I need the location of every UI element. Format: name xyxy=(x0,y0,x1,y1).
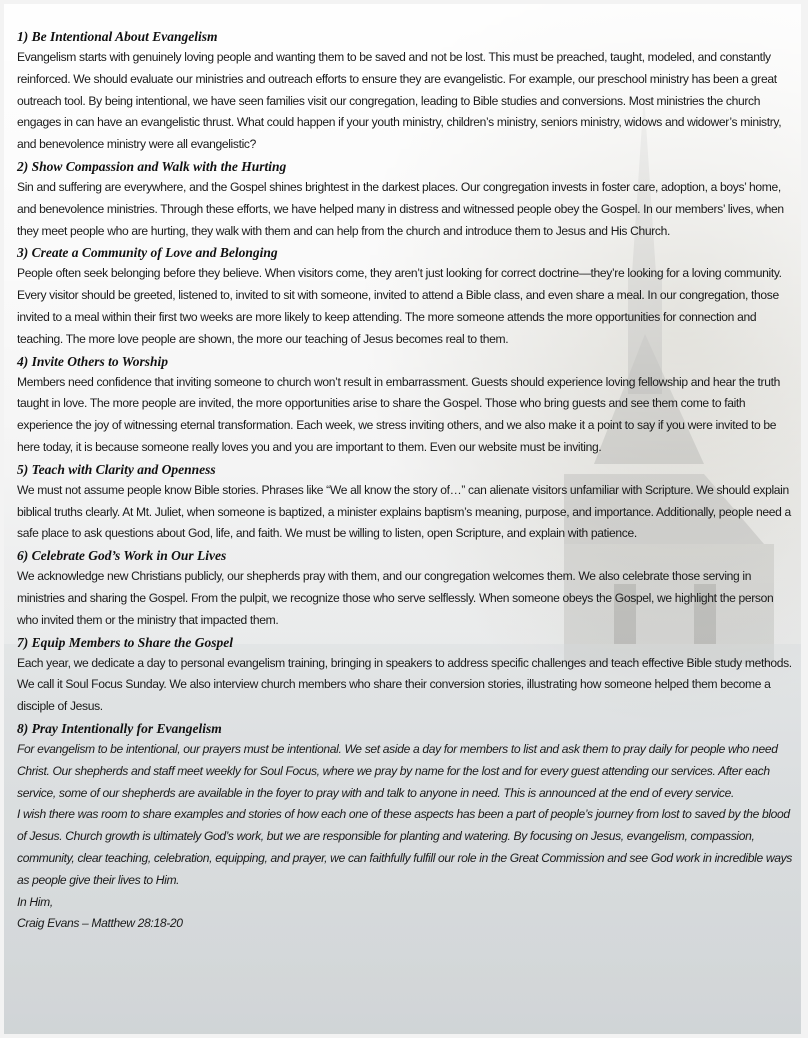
section-7 xyxy=(17,632,795,718)
signature: Craig Evans – Matthew 28:18-20 xyxy=(17,916,183,931)
section-body: We must not assume people know Bible stories. Phrases like “We all know the story of…” can alienate visitors unfamiliar with Scripture. We should explain biblical truths clearly. At Mt. Juliet, when someone is baptized, a minister explains baptism’s meaning, purpose, and importance. Additionally, people need a safe place to ask questions about God, life, and faith. We must be willing to listen, open Scripture, and explain with patience. xyxy=(17,482,791,541)
section-body: We acknowledge new Christians publicly, our shepherds pray with them, and our congregation welcomes them. We also celebrate those serving in ministries and sharing the Gospel. From the pulpit, we recognize those who serve selflessly. When someone obeys the Gospel, we highlight the person who invited them or the ministry that impacted them. xyxy=(17,569,774,627)
section-heading: 7) Equip Members to Share the Gospel xyxy=(17,634,234,650)
section-body: Sin and suffering are everywhere, and the Gospel shines brightest in the darkest places. Our congregation invests in foster care, adoption, a boys’ home, and benevolence ministries. Through these efforts, we have helped many in distress and witnessed people obey the Gospel. In our members’ lives, when they meet people who are hurting, they walk with them and can help from the church and introduce them to Jesus and His Church. xyxy=(17,179,784,238)
article-content xyxy=(17,26,795,935)
section-5 xyxy=(17,459,795,545)
section-body: Members need confidence that inviting someone to church won’t result in embarrassment. Guests should experience loving fellowship and hear the truth taught in love. The more people are invited, the more opportunities arise to share the Gospel. Those who bring guests and see them come to faith experience the joy of witnessing eternal transformation. Each week, we stress inviting others, and we also make it a point to say if you were invited to be here today, it is because someone really loves you and you are important to them. Even our website must be inviting. xyxy=(17,374,780,454)
section-4 xyxy=(17,351,795,459)
article-page xyxy=(4,4,801,1034)
section-1 xyxy=(17,26,795,156)
section-2 xyxy=(17,156,795,242)
section-body: Each year, we dedicate a day to personal evangelism training, bringing in speakers to address specific challenges and teach effective Bible study methods. We call it Soul Focus Sunday. We also interview church members who share their conversion stories, illustrating how someone helped them become a disciple of Jesus. xyxy=(17,655,792,714)
section-heading: 1) Be Intentional About Evangelism xyxy=(17,29,218,44)
section-body: People often seek belonging before they believe. When visitors come, they aren’t just looking for correct doctrine—they’re looking for a loving community. Every visitor should be greeted, listened to, invited to sit with someone, invited to attend a Bible class, and even share a meal. In our congregation, those invited to a meal within their first two weeks are more likely to keep attending. The more someone attends the more opportunities for connection and teaching. The more love people are shown, the more our teaching of Jesus becomes real to them. xyxy=(17,266,782,346)
salutation: In Him, xyxy=(17,894,53,909)
closing-paragraph: I wish there was room to share examples and stories of how each one of these aspects has been a part of people’s journey from lost to saved by the blood of Jesus. Church growth is ultimately God’s work, but we are responsible for planting and watering. By focusing on Jesus, evangelism, compassion, community, clear teaching, celebration, equipping, and prayer, we can faithfully fulfill our role in the Great Commission and see God work in incredible ways as people give their lives to Him. xyxy=(17,807,793,887)
closing xyxy=(17,804,795,935)
section-body: For evangelism to be intentional, our prayers must be intentional. We set aside a day for members to list and ask them to pray daily for people who need Christ. Our shepherds and staff meet weekly for Soul Focus, where we pray by name for the lost and for every guest attending our services. After each service, some of our shepherds are available in the foyer to pray with and talk to anyone in need. This is announced at the end of every service. xyxy=(17,741,778,800)
section-3 xyxy=(17,242,795,350)
section-heading: 5) Teach with Clarity and Openness xyxy=(17,461,216,477)
section-body: Evangelism starts with genuinely loving people and wanting them to be saved and not be lost. This must be preached, taught, modeled, and constantly reinforced. We should evaluate our ministries and outreach efforts to ensure they are evangelistic. For example, our preschool ministry has been a great outreach tool. By being intentional, we have seen families visit our congregation, leading to Bible studies and conversions. Most ministries the church engages in can have an evangelistic thrust. What could happen if your youth ministry, children’s ministry, seniors ministry, widows and widower’s ministry, and benevolence ministry were all evangelistic? xyxy=(17,50,782,152)
section-heading: 8) Pray Intentionally for Evangelism xyxy=(17,720,222,736)
section-8 xyxy=(17,718,795,804)
section-heading: 6) Celebrate God’s Work in Our Lives xyxy=(17,548,227,564)
section-heading: 4) Invite Others to Worship xyxy=(17,353,169,369)
section-6 xyxy=(17,545,795,631)
section-heading: 2) Show Compassion and Walk with the Hurting xyxy=(17,158,287,174)
section-heading: 3) Create a Community of Love and Belonging xyxy=(17,245,278,261)
